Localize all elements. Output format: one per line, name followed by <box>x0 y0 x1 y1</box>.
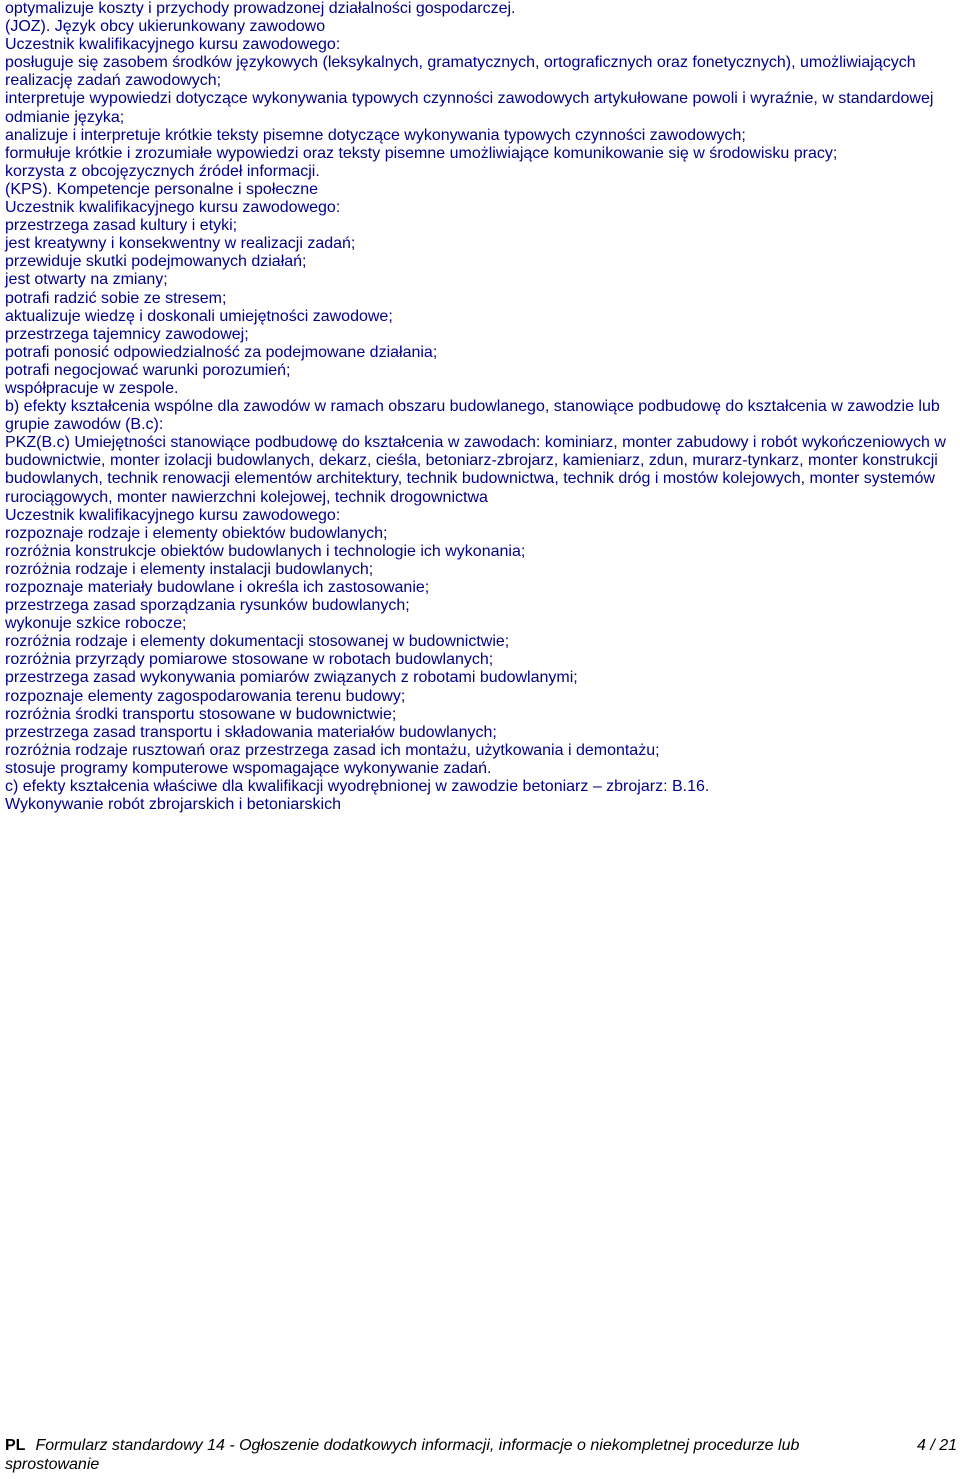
text-line: przestrzega zasad sporządzania rysunków budowlanych; <box>5 597 410 615</box>
text-line: rozróżnia rodzaje i elementy instalacji budowlanych; <box>5 560 374 578</box>
text-line: rozróżnia rodzaje i elementy dokumentacji stosowanej w budownictwie; <box>5 633 510 651</box>
text-line: aktualizuje wiedzę i doskonali umiejętności zawodowe; <box>5 307 393 325</box>
page-number: 4 / 21 <box>916 1437 957 1454</box>
form-title: Formularz standardowy 14 - Ogłoszenie dodatkowych informacji, informacje o niekompletnej procedurze lub sprostowanie <box>5 1437 800 1473</box>
text-line: przestrzega zasad wykonywania pomiarów związanych z robotami budowlanymi; <box>5 669 578 687</box>
text-line: jest kreatywny i konsekwentny w realizacji zadań; <box>5 235 356 253</box>
text-line: przestrzega zasad kultury i etyki; <box>5 217 238 235</box>
text-line: jest otwarty na zmiany; <box>5 271 168 289</box>
text-line: potrafi radzić sobie ze stresem; <box>5 289 227 307</box>
text-line: korzysta z obcojęzycznych źródeł informacji. <box>5 162 320 180</box>
text-line: Uczestnik kwalifikacyjnego kursu zawodowego: <box>5 36 341 54</box>
text-line: optymalizuje koszty i przychody prowadzonej działalności gospodarczej. <box>5 0 516 17</box>
text-line: stosuje programy komputerowe wspomagające wykonywanie zadań. <box>5 759 492 777</box>
text-line: potrafi ponosić odpowiedzialność za podejmowane działania; <box>5 343 438 361</box>
page-footer <box>5 1436 957 1474</box>
text-line: analizuje i interpretuje krótkie teksty pisemne dotyczące wykonywania typowych czynności zawodowych; <box>5 126 746 144</box>
text-line: rozróżnia konstrukcje obiektów budowlanych i technologie ich wykonania; <box>5 542 526 560</box>
text-line: Uczestnik kwalifikacyjnego kursu zawodowego: <box>5 506 341 524</box>
section-heading: b) efekty kształcenia wspólne dla zawodów w ramach obszaru budowlanego, stanowiące podbudowę do kształcenia w zawodzie lub grupie zawodów (B.c): <box>5 398 940 434</box>
text-line: posługuje się zasobem środków językowych (leksykalnych, gramatycznych, ortograficznych oraz fonetycznych), umożliwiających realizację zadań zawodowych; <box>5 54 916 90</box>
document-body <box>5 0 957 814</box>
text-line: Uczestnik kwalifikacyjnego kursu zawodowego: <box>5 199 341 217</box>
text-line: rozróżnia środki transportu stosowane w budownictwie; <box>5 705 397 723</box>
text-line: przestrzega zasad transportu i składowania materiałów budowlanych; <box>5 723 497 741</box>
text-line: rozróżnia rodzaje rusztowań oraz przestrzega zasad ich montażu, użytkowania i demontażu; <box>5 741 660 759</box>
text-line: rozpoznaje elementy zagospodarowania terenu budowy; <box>5 687 406 705</box>
footer-title-block <box>5 1436 885 1474</box>
text-line: rozpoznaje materiały budowlane i określa ich zastosowanie; <box>5 579 430 596</box>
text-line: Wykonywanie robót zbrojarskich i betoniarskich <box>5 796 341 814</box>
text-line: rozróżnia przyrządy pomiarowe stosowane w robotach budowlanych; <box>5 651 494 669</box>
text-line: rozpoznaje rodzaje i elementy obiektów budowlanych; <box>5 524 388 542</box>
text-line: potrafi negocjować warunki porozumień; <box>5 361 291 379</box>
section-heading: (JOZ). Język obcy ukierunkowany zawodowo <box>5 18 326 36</box>
text-line: współpracuje w zespole. <box>5 379 179 397</box>
text-line: formułuje krótkie i zrozumiałe wypowiedzi oraz teksty pisemne umożliwiające komunikowanie się w środowisku pracy; <box>5 144 838 162</box>
text-line: wykonuje szkice robocze; <box>5 615 187 633</box>
language-code: PL <box>5 1437 26 1454</box>
text-line: przewiduje skutki podejmowanych działań; <box>5 253 307 271</box>
text-line: interpretuje wypowiedzi dotyczące wykonywania typowych czynności zawodowych artykułowane powoli i wyraźnie, w standardowej odmianie języka; <box>5 90 934 126</box>
section-heading: c) efekty kształcenia właściwe dla kwalifikacji wyodrębnionej w zawodzie betoniarz – zbrojarz: B.16. <box>5 778 710 796</box>
section-heading: (KPS). Kompetencje personalne i społeczne <box>5 180 319 198</box>
text-line: przestrzega tajemnicy zawodowej; <box>5 325 249 343</box>
section-heading: PKZ(B.c) Umiejętności stanowiące podbudowę do kształcenia w zawodach: kominiarz, monter zabudowy i robót wykończeniowych w budownictwie, monter izolacji budowlanych, dekarz, cieśla, betoniarz-zbrojarz, kamieniarz, zdun, murarz-tynkarz, monter konstrukcji budowlanych, technik renowacji elementów architektury, technik budownictwa, technik dróg i mostów kolejowych, monter systemów rurociągowych, monter nawierzchni kolejowej, technik drogownictwa <box>5 434 946 506</box>
